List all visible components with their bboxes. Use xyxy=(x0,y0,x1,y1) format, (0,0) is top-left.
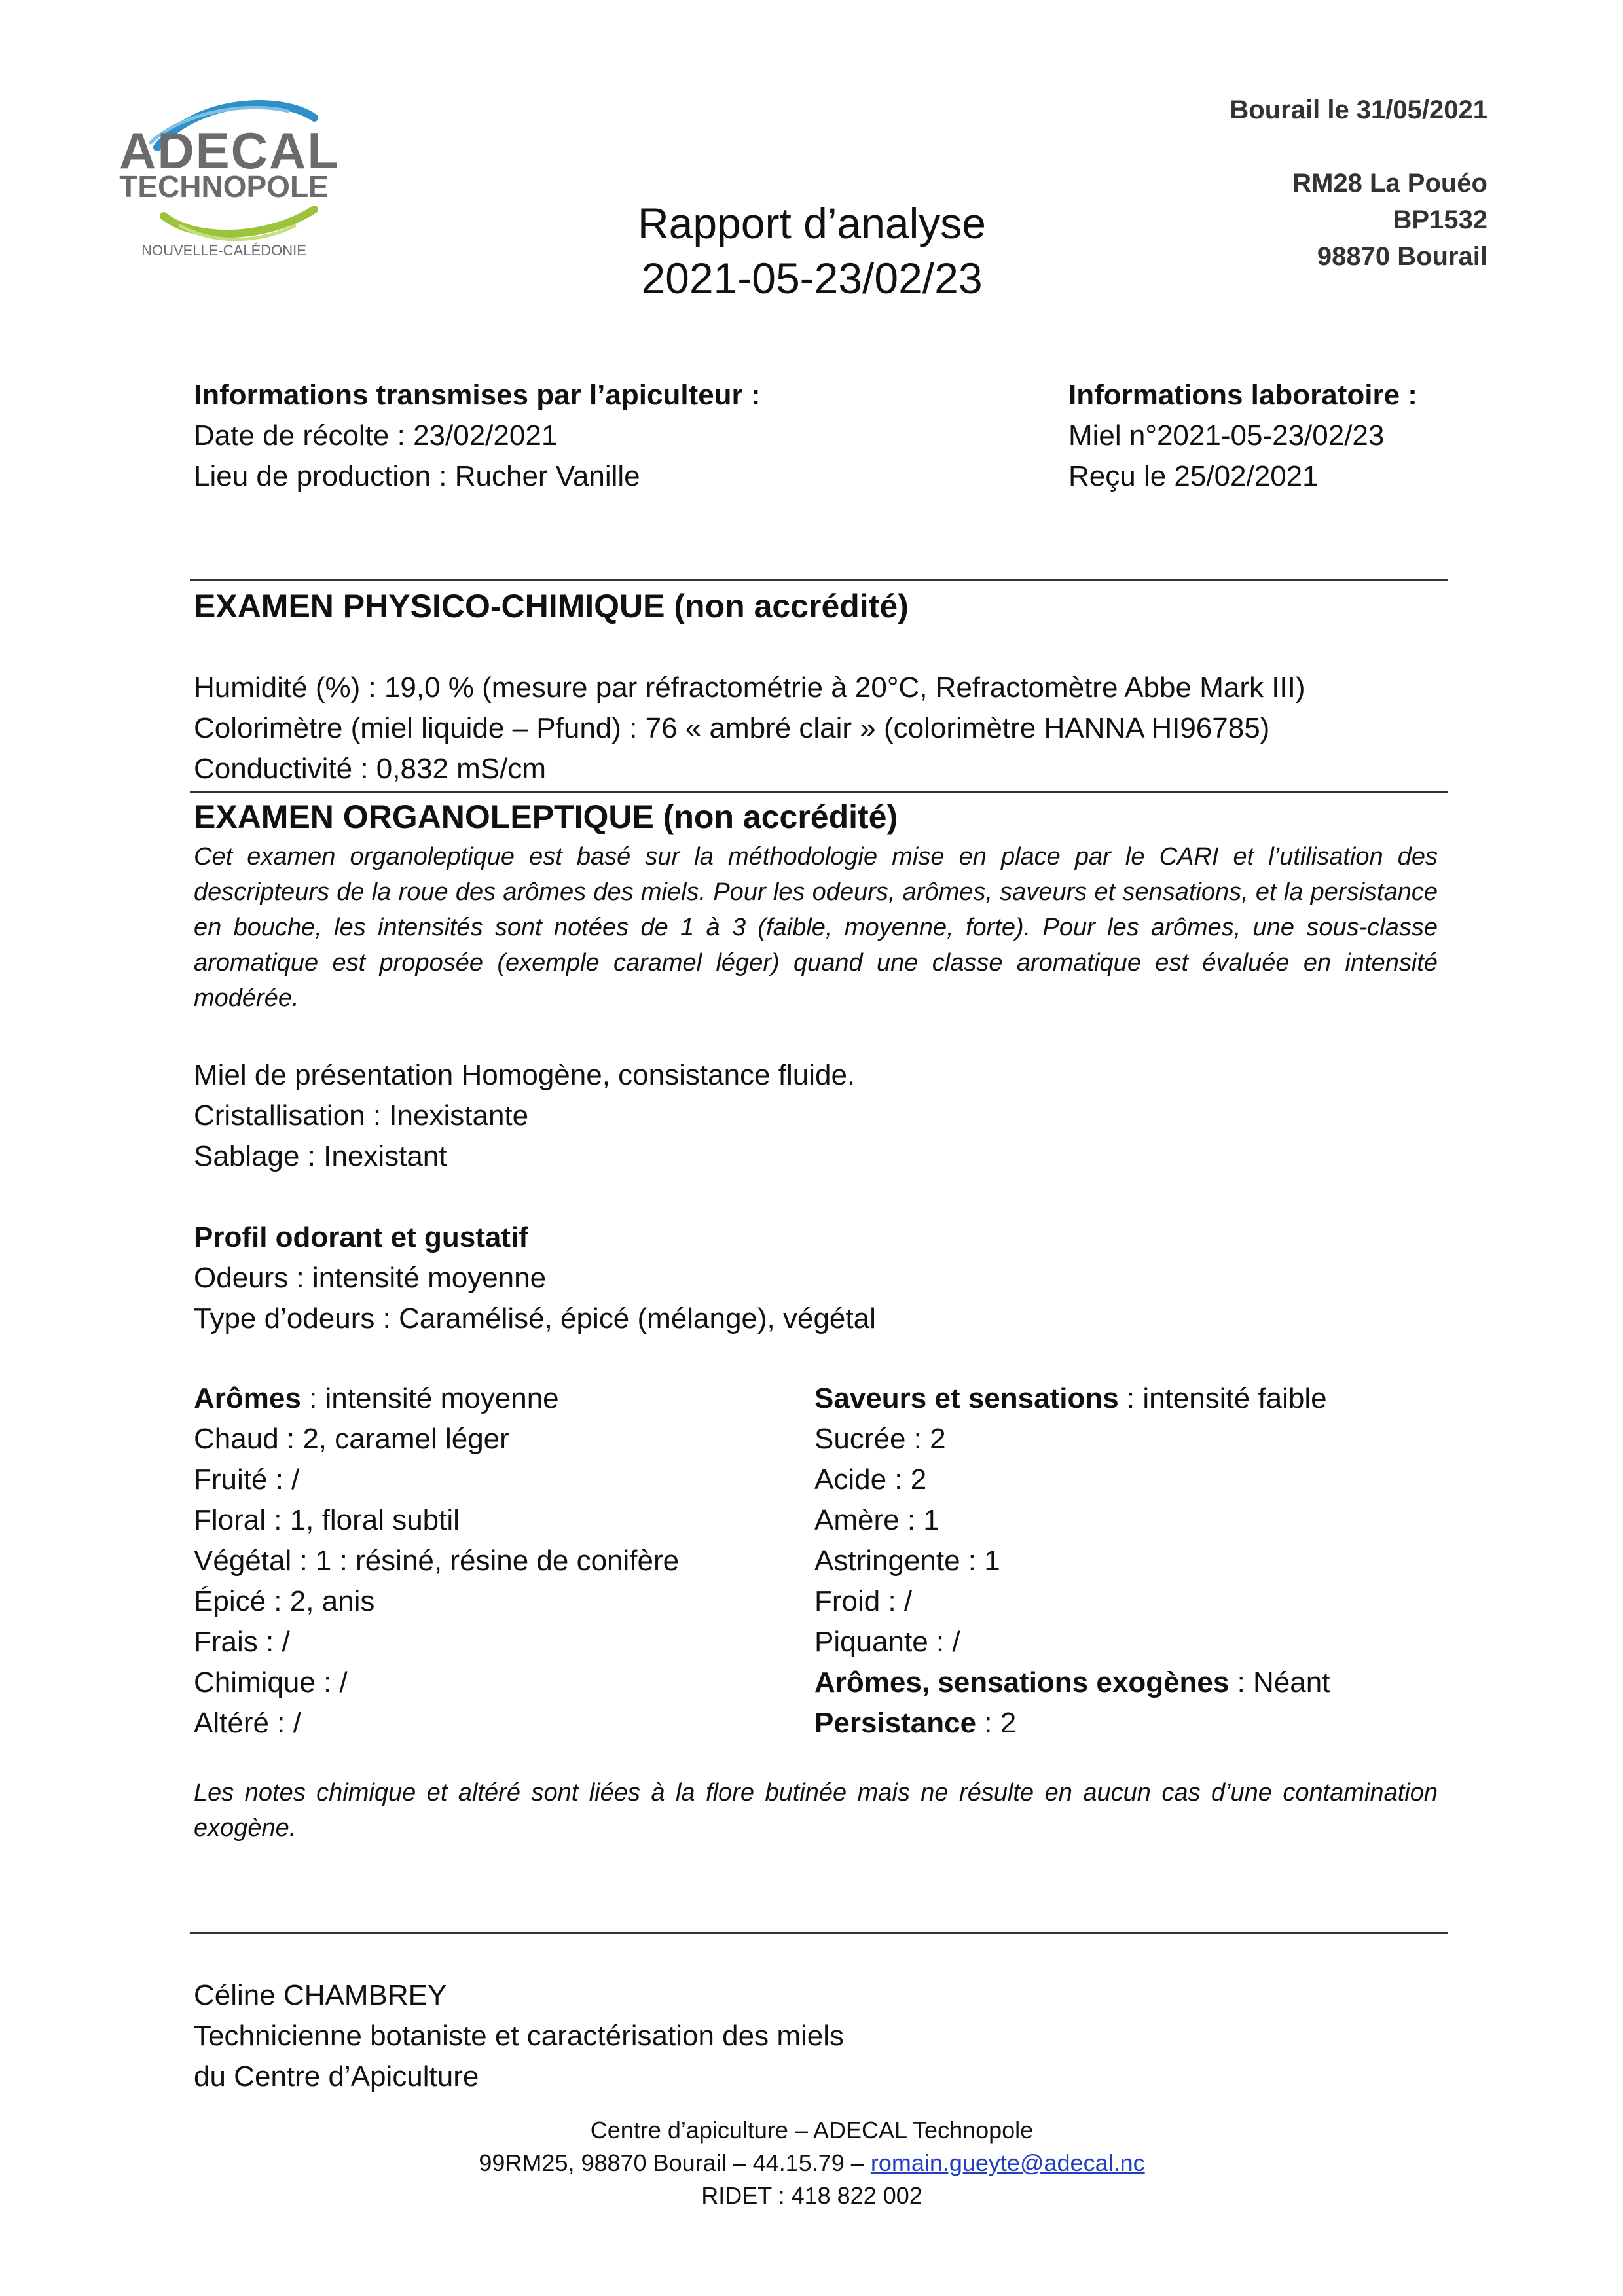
production-place: Lieu de production : Rucher Vanille xyxy=(194,460,640,492)
page-title-line2: 2021-05-23/02/23 xyxy=(641,254,983,302)
physico-heading: EXAMEN PHYSICO-CHIMIQUE (non accrédité) xyxy=(194,588,909,624)
humidity-line: Humidité (%) : 19,0 % (mesure par réfractométrie à 20°C, Refractomètre Abbe Mark III) xyxy=(194,672,1305,704)
saveurs-item: Astringente : 1 xyxy=(814,1545,1000,1577)
organo-intro: Cet examen organoleptique est basé sur la méthodologie mise en place par le CARI et l’utilisation des descripteurs de la roue des arômes des miels. Pour les odeurs, arômes, saveurs et sensations, et la persistance en bouche, les intensités sont notées de 1 à 3 (faible, moyenne, forte). Pour les arômes, une sous-classe aromatique est proposée (exemple caramel léger) quand une classe aromatique est évaluée en intensité modérée. xyxy=(194,843,1438,1012)
logo xyxy=(118,85,340,275)
persistance-line xyxy=(814,1703,1016,1744)
signatory-role1: Technicienne botaniste et caractérisation des miels xyxy=(194,2020,844,2052)
footer-email-link[interactable]: romain.gueyte@adecal.nc xyxy=(870,2149,1145,2176)
beekeeper-info-heading: Informations transmises par l’apiculteur : xyxy=(194,379,761,411)
type-odeurs-line: Type d’odeurs : Caramélisé, épicé (mélange), végétal xyxy=(194,1302,876,1335)
header-address-line3: 98870 Bourail xyxy=(1317,242,1487,271)
persistance-value: : 2 xyxy=(976,1707,1017,1739)
footer-line2 xyxy=(354,2147,1270,2179)
exogenes-label: Arômes, sensations exogènes xyxy=(814,1666,1230,1698)
footer-line3: RIDET : 418 822 002 xyxy=(701,2182,922,2209)
signatory-role2: du Centre d’Apiculture xyxy=(194,2060,479,2092)
profile-heading: Profil odorant et gustatif xyxy=(194,1221,528,1253)
honey-number: Miel n°2021-05-23/02/23 xyxy=(1068,420,1385,452)
logo-line3: NOUVELLE-CALÉDONIE xyxy=(141,242,306,259)
saveurs-heading xyxy=(814,1378,1327,1419)
received-date: Reçu le 25/02/2021 xyxy=(1068,460,1319,492)
divider-physico xyxy=(190,579,1448,581)
aromes-value: : intensité moyenne xyxy=(301,1382,559,1414)
aromes-item: Altéré : / xyxy=(194,1707,301,1739)
logo-line1: ADECAL xyxy=(119,122,340,179)
aromes-item: Végétal : 1 : résiné, résine de conifère xyxy=(194,1545,680,1577)
harvest-date: Date de récolte : 23/02/2021 xyxy=(194,420,558,452)
header-address-line1: RM28 La Pouéo xyxy=(1292,169,1487,198)
footer-address: 99RM25, 98870 Bourail – 44.15.79 – xyxy=(479,2149,871,2176)
aromes-item: Chaud : 2, caramel léger xyxy=(194,1423,509,1455)
footer-line1: Centre d’apiculture – ADECAL Technopole xyxy=(590,2117,1034,2144)
aromes-item: Frais : / xyxy=(194,1626,290,1658)
saveurs-value: : intensité faible xyxy=(1118,1382,1327,1414)
saveurs-item: Piquante : / xyxy=(814,1626,960,1658)
sablage-line: Sablage : Inexistant xyxy=(194,1140,447,1172)
saveurs-label: Saveurs et sensations xyxy=(814,1382,1119,1414)
divider-signature xyxy=(190,1932,1448,1934)
aromes-heading xyxy=(194,1378,559,1419)
aromes-item: Fruité : / xyxy=(194,1463,300,1496)
cristallisation-line: Cristallisation : Inexistante xyxy=(194,1100,529,1132)
odeurs-line: Odeurs : intensité moyenne xyxy=(194,1262,547,1294)
saveurs-item: Acide : 2 xyxy=(814,1463,927,1496)
saveurs-item: Amère : 1 xyxy=(814,1504,939,1536)
logo-line2: TECHNOPOLE xyxy=(119,170,329,204)
aromes-item: Floral : 1, floral subtil xyxy=(194,1504,460,1536)
aromes-item: Épicé : 2, anis xyxy=(194,1585,375,1617)
colorimeter-line: Colorimètre (miel liquide – Pfund) : 76 « ambré clair » (colorimètre HANNA HI96785) xyxy=(194,712,1270,744)
header-address-line2: BP1532 xyxy=(1393,206,1487,234)
presentation-line: Miel de présentation Homogène, consistance fluide. xyxy=(194,1059,856,1091)
signatory-name: Céline CHAMBREY xyxy=(194,1979,447,2011)
conductivity-line: Conductivité : 0,832 mS/cm xyxy=(194,753,547,785)
contamination-note: Les notes chimique et altéré sont liées à la flore butinée mais ne résulte en aucun cas d’une contamination exogène. xyxy=(194,1779,1438,1842)
persistance-label: Persistance xyxy=(814,1707,977,1739)
page-title-line1: Rapport d’analyse xyxy=(638,199,986,247)
lab-info-heading: Informations laboratoire : xyxy=(1068,379,1417,411)
divider-organo xyxy=(190,791,1448,793)
organo-heading: EXAMEN ORGANOLEPTIQUE (non accrédité) xyxy=(194,798,898,835)
exogenes-line xyxy=(814,1662,1330,1703)
saveurs-item: Sucrée : 2 xyxy=(814,1423,946,1455)
exogenes-value: : Néant xyxy=(1229,1666,1330,1698)
aromes-label: Arômes xyxy=(194,1382,301,1414)
header-date-place: Bourail le 31/05/2021 xyxy=(1230,96,1487,124)
saveurs-item: Froid : / xyxy=(814,1585,913,1617)
aromes-item: Chimique : / xyxy=(194,1666,348,1698)
